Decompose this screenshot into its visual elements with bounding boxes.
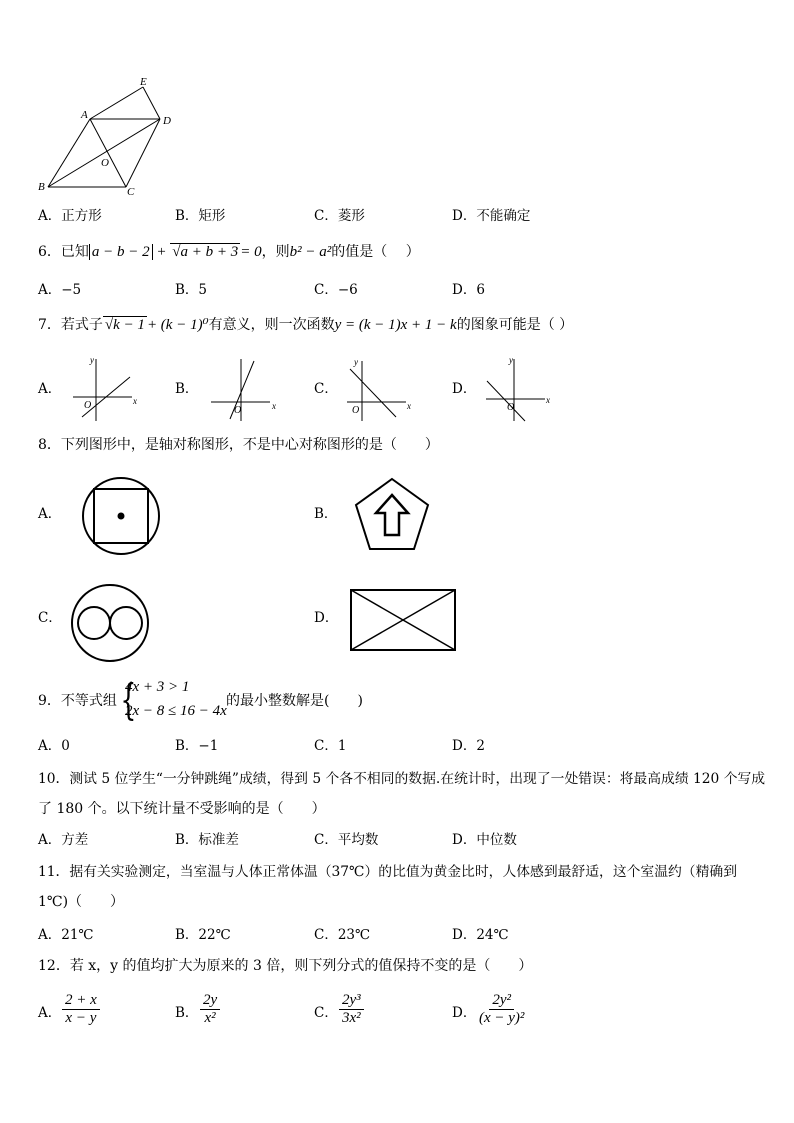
q6-option-a: A．−5 bbox=[38, 282, 82, 298]
q6-option-d: D．6 bbox=[452, 282, 485, 298]
question-9-prefix: 9．不等式组 bbox=[38, 693, 117, 709]
question-7: 7．若式子 √k − 1 + (k − 1)⁰有意义，则一次函数y = (k − 1)x + 1 − k的图象可能是（ ） bbox=[38, 317, 574, 333]
question-6: 6．已知 a − b − 2 + √a + b + 3 = 0，则b² − a²的值是（ ） bbox=[38, 244, 420, 260]
svg-text:x: x bbox=[133, 396, 137, 406]
question-10-line-2: 了 180 个。以下统计量不受影响的是（ ） bbox=[38, 801, 326, 817]
q6-option-b: B．5 bbox=[175, 282, 208, 298]
question-12: 12．若 x，y 的值均扩大为原来的 3 倍，则下列分式的值保持不变的是（ ） bbox=[38, 958, 533, 974]
q12-fraction-b: $\frac{2y}{\text{x²}}$ bbox=[200, 992, 220, 1027]
svg-text:O: O bbox=[84, 400, 92, 411]
q9-option-d: D．2 bbox=[452, 738, 485, 754]
q12-option-d: D． bbox=[452, 1005, 477, 1021]
question-8: 8．下列图形中，是轴对称图形，不是中心对称图形的是（ ） bbox=[38, 437, 439, 453]
question-11-line-2: 1℃)（ ） bbox=[38, 894, 125, 910]
q8-option-d: D． bbox=[314, 610, 339, 626]
q7-graph-b bbox=[208, 355, 278, 423]
svg-text:x: x bbox=[546, 395, 550, 405]
svg-text:O: O bbox=[507, 402, 515, 413]
q11-option-b: B．22℃ bbox=[175, 927, 231, 943]
q12-fraction-a: $\frac{2 + x}{x - y}$ bbox=[62, 992, 100, 1027]
q8-option-b: B． bbox=[314, 506, 338, 522]
svg-text:O: O bbox=[352, 405, 360, 416]
question-11-line-1: 11．据有关实验测定，当室温与人体正常体温（37℃）的比值为黄金比时，人体感到最舒适，这个室温约（精确到 bbox=[38, 864, 737, 880]
parallelogram-figure bbox=[30, 72, 180, 197]
q7-graph-d bbox=[483, 355, 555, 423]
q8-figure-d bbox=[349, 588, 457, 652]
label-d: D bbox=[163, 115, 171, 127]
q12-option-a: A． bbox=[38, 1005, 62, 1021]
q11-option-a: A．21℃ bbox=[38, 927, 94, 943]
question-9-suffix: 的最小整数解是( ) bbox=[226, 693, 363, 709]
q7-option-b: B． bbox=[175, 381, 199, 397]
q5-option-c: C．菱形 bbox=[314, 208, 365, 224]
q10-option-d: D．中位数 bbox=[452, 832, 517, 848]
q12-fraction-d: $\frac{\text{2y²}}{\text{(x − y)²}}$ bbox=[479, 992, 525, 1026]
svg-text:x: x bbox=[407, 401, 411, 411]
q9-inequality-2: 2x − 8 ≤ 16 − 4x bbox=[125, 703, 227, 719]
svg-text:x: x bbox=[272, 401, 276, 411]
q12-option-c: C． bbox=[314, 1005, 338, 1021]
q8-figure-b bbox=[352, 475, 432, 555]
q7-option-c: C． bbox=[314, 381, 338, 397]
svg-text:y: y bbox=[354, 357, 358, 367]
label-c: C bbox=[127, 186, 135, 197]
q9-inequality-1: 4x + 3 > 1 bbox=[125, 679, 190, 695]
q7-option-a: A． bbox=[38, 381, 62, 397]
q8-option-c: C． bbox=[38, 610, 62, 626]
q11-option-c: C．23℃ bbox=[314, 927, 371, 943]
q7-option-d: D． bbox=[452, 381, 477, 397]
label-o: O bbox=[101, 157, 109, 169]
svg-text:y: y bbox=[90, 355, 94, 365]
q10-option-c: C．平均数 bbox=[314, 832, 379, 848]
q9-option-b: B．−1 bbox=[175, 738, 219, 754]
q10-option-a: A．方差 bbox=[38, 832, 89, 848]
label-a: A bbox=[81, 109, 88, 121]
svg-text:y: y bbox=[509, 355, 513, 365]
q5-option-a: A．正方形 bbox=[38, 208, 102, 224]
q11-option-d: D．24℃ bbox=[452, 927, 509, 943]
label-b: B bbox=[38, 181, 45, 193]
label-e: E bbox=[140, 76, 147, 88]
q9-option-c: C．1 bbox=[314, 738, 347, 754]
question-10-line-1: 10．测试 5 位学生“一分钟跳绳”成绩，得到 5 个各不相同的数据.在统计时，出现了一处错误：将最高成绩 120 个写成 bbox=[38, 771, 766, 787]
q5-option-d: D．不能确定 bbox=[452, 208, 531, 224]
q10-option-b: B．标准差 bbox=[175, 832, 239, 848]
q7-graph-a bbox=[70, 355, 140, 423]
q6-option-c: C．−6 bbox=[314, 282, 358, 298]
q9-option-a: A．0 bbox=[38, 738, 70, 754]
q5-option-b: B．矩形 bbox=[175, 208, 226, 224]
q8-option-a: A． bbox=[38, 506, 62, 522]
q12-fraction-c: $\frac{\text{2y³}}{\text{3x²}}$ bbox=[339, 992, 364, 1027]
svg-text:O: O bbox=[234, 405, 242, 416]
q8-figure-a bbox=[80, 475, 162, 557]
q12-option-b: B． bbox=[175, 1005, 199, 1021]
q7-graph-c bbox=[344, 355, 414, 423]
q8-figure-c bbox=[68, 581, 152, 665]
